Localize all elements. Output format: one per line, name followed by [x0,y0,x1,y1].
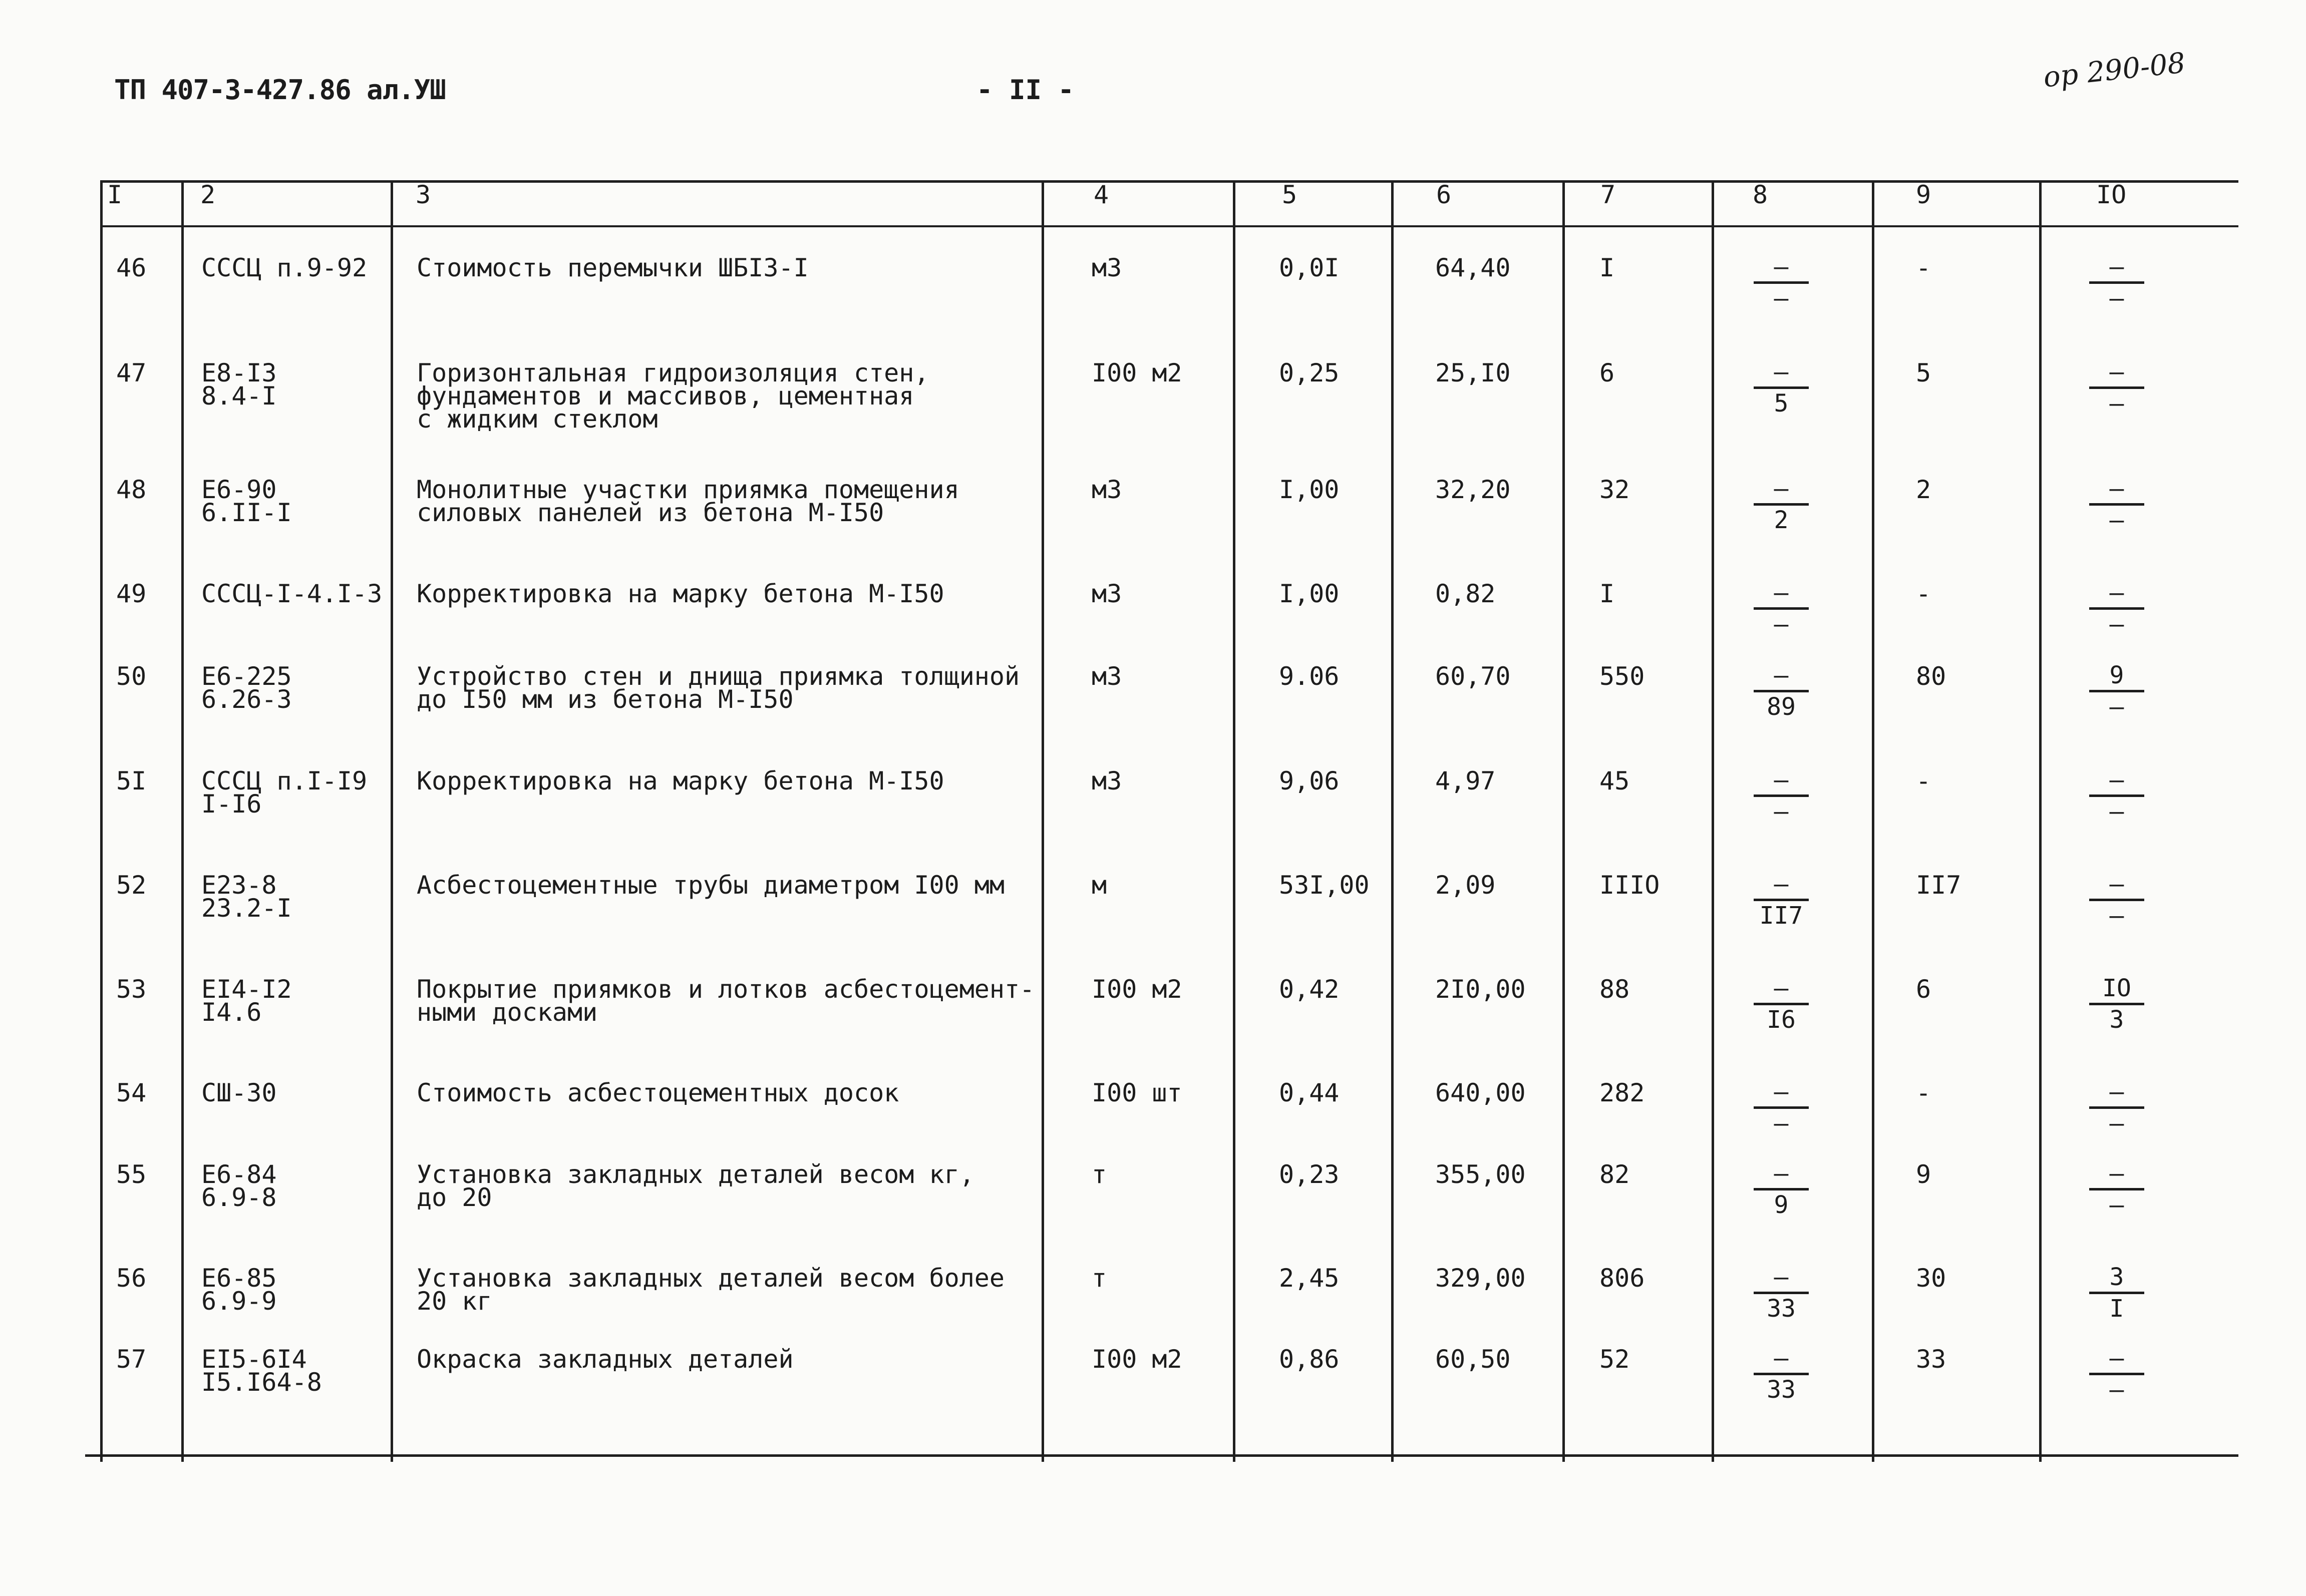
fraction-denominator: – [2109,1191,2124,1219]
fraction-bar [2089,386,2144,389]
fraction-denominator: 33 [1767,1376,1796,1404]
unit-price: 60,70 [1435,662,1511,691]
fraction-numerator: IO [2102,974,2131,1002]
unit-of-measure: I00 м2 [1092,1345,1182,1374]
unit-of-measure: м [1092,871,1107,900]
row-number: 47 [116,358,147,387]
rate-code: Е6-225 6.26-3 [201,662,292,714]
fraction-bar [2089,607,2144,610]
col10-fraction [2089,359,2144,416]
fraction-numerator: – [1774,253,1789,281]
fraction-bar [2089,1373,2144,1375]
fraction-bar [2089,503,2144,506]
column-divider [1712,180,1714,1462]
fraction-denominator: 9 [1774,1191,1789,1219]
column-divider [1562,180,1565,1462]
unit-of-measure: т [1092,1264,1107,1293]
fraction-numerator: – [2109,870,2124,898]
unit-of-measure: I00 м2 [1092,975,1182,1004]
fraction-numerator: 3 [2109,1263,2124,1291]
quantity: 9.06 [1279,662,1340,691]
column-header: 3 [416,180,431,209]
col8-fraction [1754,1265,1809,1321]
work-description: Стоимость перемычки ШБIЗ-I [417,253,809,282]
work-description: Покрытие приямков и лотков асбестоцемент- ными досками [417,975,1035,1027]
col8-fraction [1754,872,1809,928]
column-header: 2 [200,180,216,209]
col8-fraction [1754,580,1809,637]
fraction-bar [1754,794,1809,797]
unit-price: 60,50 [1435,1345,1511,1374]
quantity: 0,44 [1279,1078,1340,1107]
table-bottom-rule [85,1454,2238,1457]
fraction-numerator: – [1774,1159,1789,1187]
fraction-bar [2089,899,2144,901]
fraction-denominator: – [2109,284,2124,312]
document-code: ТП 407-3-427.86 ал.УШ [114,74,446,106]
unit-of-measure: т [1092,1160,1107,1189]
fraction-denominator: I6 [1767,1006,1796,1034]
rate-code: СССЦ п.9-92 [201,253,368,282]
fraction-denominator: – [2109,1376,2124,1404]
column-header: 4 [1094,180,1109,209]
work-description: Устройство стен и днища приямка толщиной до I50 мм из бетона М-I50 [417,662,1020,714]
unit-of-measure: I00 м2 [1092,358,1182,387]
col8-fraction [1754,476,1809,533]
col10-fraction [2089,1346,2144,1402]
fraction-bar [1754,281,1809,284]
col8-fraction [1754,767,1809,824]
fraction-denominator: 33 [1767,1295,1796,1323]
col9-value: 30 [1916,1264,1946,1293]
column-header: 6 [1436,180,1452,209]
col10-fraction [2089,663,2144,719]
fraction-denominator: – [1774,610,1789,638]
fraction-numerator: – [2109,253,2124,281]
row-number: 49 [116,579,147,608]
col9-value: 80 [1916,662,1946,691]
fraction-denominator: – [2109,1109,2124,1137]
work-description: Корректировка на марку бетона М-I50 [417,579,944,608]
fraction-bar [1754,607,1809,610]
rate-code: Е6-90 6.II-I [201,475,292,527]
row-number: 55 [116,1160,147,1189]
fraction-numerator: – [2109,1159,2124,1187]
work-description: Стоимость асбестоцементных досок [417,1078,899,1107]
total-cost: 32 [1599,475,1630,504]
fraction-denominator: 2 [1774,506,1789,534]
col9-value: 5 [1916,358,1931,387]
column-divider [1391,180,1394,1462]
fraction-numerator: – [2109,766,2124,794]
fraction-bar [1754,1292,1809,1294]
column-header: I [107,180,123,209]
rate-code: ЕI4-I2 I4.6 [201,975,292,1027]
col9-value: - [1916,766,1931,795]
page-number: - II - [976,74,1075,106]
fraction-bar [2089,281,2144,284]
rate-code: СШ-30 [201,1078,277,1107]
work-description: Горизонтальная гидроизоляция стен, фундаментов и массивов, цементная с жидким стеклом [417,358,929,434]
fraction-denominator: I [2109,1295,2124,1323]
row-number: 48 [116,475,147,504]
fraction-bar [2089,1106,2144,1109]
fraction-numerator: – [1774,579,1789,607]
total-cost: I [1599,579,1615,608]
fraction-bar [1754,1003,1809,1005]
row-number: 50 [116,662,147,691]
total-cost: 282 [1599,1078,1645,1107]
rate-code: СССЦ п.I-I9 I-I6 [201,766,368,819]
total-cost: 806 [1599,1264,1645,1293]
fraction-numerator: – [1774,358,1789,386]
col9-value: 2 [1916,475,1931,504]
fraction-denominator: – [1774,284,1789,312]
unit-of-measure: м3 [1092,475,1122,504]
work-description: Окраска закладных деталей [417,1345,794,1374]
work-description: Монолитные участки приямка помещения силовых панелей из бетона М-I50 [417,475,959,527]
archive-mark: ор 290-08 [2042,47,2187,94]
total-cost: 45 [1599,766,1630,795]
unit-price: 25,I0 [1435,358,1511,387]
fraction-numerator: – [1774,1078,1789,1106]
work-description: Установка закладных деталей весом более 20 кг [417,1264,1005,1316]
fraction-denominator: – [2109,797,2124,826]
column-divider [1042,180,1044,1462]
work-description: Асбестоцементные трубы диаметром I00 мм [417,871,1005,900]
fraction-numerator: – [1774,661,1789,689]
fraction-numerator: – [1774,766,1789,794]
fraction-bar [1754,690,1809,692]
row-number: 52 [116,871,147,900]
fraction-numerator: – [2109,579,2124,607]
column-header: 9 [1916,180,1931,209]
fraction-denominator: – [2109,389,2124,418]
page-header [0,0,2306,150]
unit-price: 64,40 [1435,253,1511,282]
unit-price: 4,97 [1435,766,1496,795]
col9-value: 9 [1916,1160,1931,1189]
fraction-numerator: – [2109,358,2124,386]
col10-fraction [2089,580,2144,637]
quantity: 0,42 [1279,975,1340,1004]
unit-price: 0,82 [1435,579,1496,608]
rate-code: Е8-I3 8.4-I [201,358,277,411]
fraction-numerator: – [1774,475,1789,503]
fraction-denominator: 89 [1767,693,1796,721]
rate-code: СССЦ-I-4.I-3 [201,579,383,608]
quantity: 0,23 [1279,1160,1340,1189]
column-divider [391,180,393,1462]
unit-price: 355,00 [1435,1160,1526,1189]
column-header: 8 [1753,180,1768,209]
total-cost: 52 [1599,1345,1630,1374]
col9-value: 33 [1916,1345,1946,1374]
rate-code: Е6-85 6.9-9 [201,1264,277,1316]
fraction-denominator: – [1774,797,1789,826]
unit-of-measure: м3 [1092,766,1122,795]
col9-value: 6 [1916,975,1931,1004]
col10-fraction [2089,1079,2144,1136]
col10-fraction [2089,1265,2144,1321]
column-divider [181,180,184,1462]
fraction-bar [1754,1188,1809,1190]
fraction-denominator: – [2109,506,2124,534]
fraction-numerator: – [2109,1078,2124,1106]
col8-fraction [1754,976,1809,1032]
unit-price: 2I0,00 [1435,975,1526,1004]
column-divider [2039,180,2042,1462]
quantity: 9,06 [1279,766,1340,795]
unit-price: 329,00 [1435,1264,1526,1293]
quantity: 53I,00 [1279,871,1370,900]
fraction-bar [2089,1003,2144,1005]
fraction-numerator: – [1774,1344,1789,1372]
total-cost: 550 [1599,662,1645,691]
total-cost: IIIO [1599,871,1660,900]
rate-code: ЕI5-6I4 I5.I64-8 [201,1345,322,1397]
row-number: 54 [116,1078,147,1107]
fraction-bar [2089,794,2144,797]
unit-of-measure: I00 шт [1092,1078,1182,1107]
unit-price: 2,09 [1435,871,1496,900]
col10-fraction [2089,1161,2144,1218]
col9-value: - [1916,253,1931,282]
row-number: 46 [116,253,147,282]
col9-value: II7 [1916,871,1961,900]
fraction-bar [1754,503,1809,506]
fraction-denominator: – [2109,610,2124,638]
column-divider [100,180,103,1462]
quantity: 0,0I [1279,253,1340,282]
unit-of-measure: м3 [1092,662,1122,691]
fraction-bar [2089,690,2144,692]
rate-code: Е23-8 23.2-I [201,871,292,923]
total-cost: I [1599,253,1615,282]
fraction-numerator: – [1774,870,1789,898]
col10-fraction [2089,976,2144,1032]
total-cost: 82 [1599,1160,1630,1189]
col10-fraction [2089,254,2144,311]
col10-fraction [2089,767,2144,824]
work-description: Корректировка на марку бетона М-I50 [417,766,944,795]
col8-fraction [1754,254,1809,311]
unit-price: 32,20 [1435,475,1511,504]
col8-fraction [1754,359,1809,416]
column-divider [1872,180,1874,1462]
column-divider [1233,180,1235,1462]
fraction-denominator: – [1774,1109,1789,1137]
unit-of-measure: м3 [1092,579,1122,608]
fraction-bar [1754,386,1809,389]
fraction-numerator: 9 [2109,661,2124,689]
column-header: IO [2096,180,2127,209]
fraction-bar [1754,899,1809,901]
unit-price: 640,00 [1435,1078,1526,1107]
col10-fraction [2089,476,2144,533]
fraction-numerator: – [1774,1263,1789,1291]
col8-fraction [1754,663,1809,719]
row-number: 53 [116,975,147,1004]
fraction-numerator: – [2109,475,2124,503]
quantity: I,00 [1279,579,1340,608]
fraction-numerator: – [2109,1344,2124,1372]
work-description: Установка закладных деталей весом кг, до 20 [417,1160,974,1212]
fraction-denominator: 3 [2109,1006,2124,1034]
quantity: I,00 [1279,475,1340,504]
fraction-bar [1754,1373,1809,1375]
column-header: 7 [1600,180,1616,209]
quantity: 0,86 [1279,1345,1340,1374]
total-cost: 88 [1599,975,1630,1004]
quantity: 2,45 [1279,1264,1340,1293]
col9-value: - [1916,579,1931,608]
fraction-denominator: II7 [1759,902,1803,930]
fraction-numerator: – [1774,974,1789,1002]
fraction-denominator: – [2109,902,2124,930]
total-cost: 6 [1599,358,1615,387]
row-number: 56 [116,1264,147,1293]
row-number: 57 [116,1345,147,1374]
unit-of-measure: м3 [1092,253,1122,282]
col9-value: - [1916,1078,1931,1107]
col8-fraction [1754,1079,1809,1136]
col8-fraction [1754,1346,1809,1402]
fraction-bar [2089,1292,2144,1294]
quantity: 0,25 [1279,358,1340,387]
row-number: 5I [116,766,147,795]
fraction-denominator: – [2109,693,2124,721]
table-header-rule [100,225,2238,227]
column-header: 5 [1282,180,1297,209]
fraction-bar [1754,1106,1809,1109]
fraction-denominator: 5 [1774,389,1789,418]
rate-code: Е6-84 6.9-8 [201,1160,277,1212]
col8-fraction [1754,1161,1809,1218]
fraction-bar [2089,1188,2144,1190]
col10-fraction [2089,872,2144,928]
